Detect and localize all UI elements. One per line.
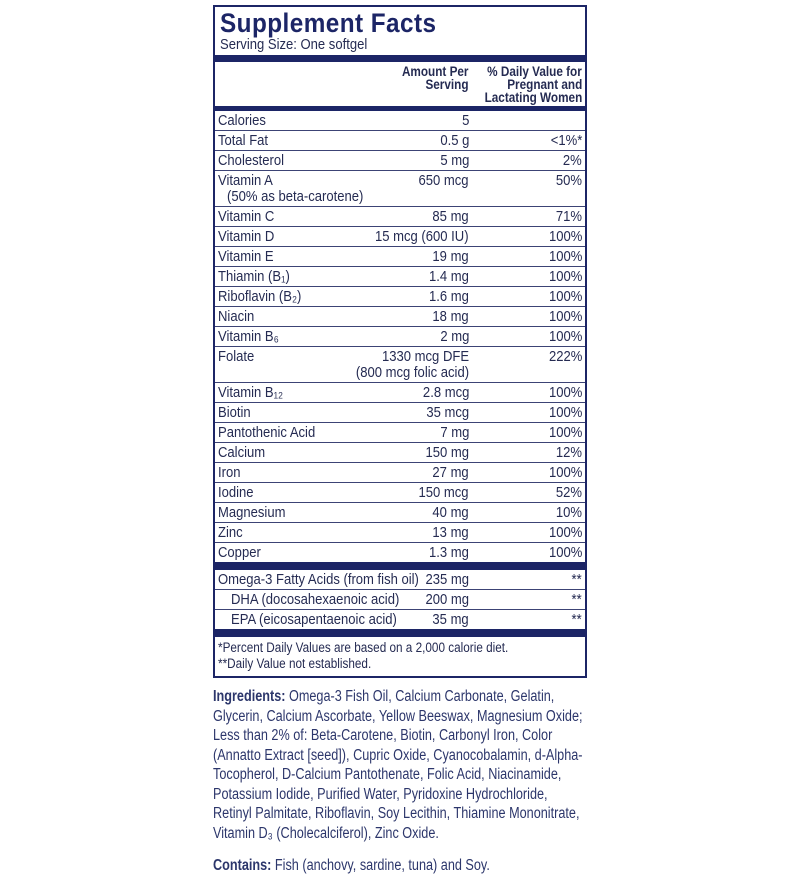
nutrient-amount: 1.4 mg [429,267,469,285]
nutrient-dv: 10% [555,503,582,521]
nutrient-amount: 27 mg [432,463,469,481]
nutrient-amount: 19 mg [432,247,469,265]
nutrient-row [215,326,585,346]
footnotes [215,637,585,676]
nutrient-dv: 100% [548,307,582,325]
nutrient-dv: 71% [555,207,582,225]
nutrient-dv: 100% [548,267,582,285]
nutrient-amount: 2.8 mcg [422,383,469,401]
nutrient-row [215,442,585,462]
nutrient-name: Riboflavin (B₂) [218,287,302,305]
nutrient-name: EPA (eicosapentaenoic acid) [231,610,397,628]
ingredients-paragraph [213,687,587,843]
nutrient-name: Total Fat [218,131,269,149]
nutrient-amount: 0.5 g [439,131,469,149]
nutrient-row [215,346,585,382]
contains-text: Fish (anchovy, sardine, tuna) and Soy. [274,857,490,874]
nutrient-dv: 100% [548,383,582,401]
nutrient-dv: ** [571,590,582,608]
nutrient-name: Vitamin D [218,227,275,245]
nutrient-subnote: (800 mcg folic acid) [355,363,469,381]
nutrient-row [215,246,585,266]
nutrient-dv: ** [571,610,582,628]
nutrient-row [215,130,585,150]
nutrient-amount: 150 mcg [418,483,469,501]
column-headers [215,62,585,106]
nutrient-amount: 150 mg [425,443,469,461]
nutrient-subnote: (50% as beta-carotene) [227,187,364,205]
panel-title-text: Supplement Facts [220,8,437,38]
nutrient-name: Iron [218,463,241,481]
nutrient-dv: <1%* [550,131,582,149]
contains-paragraph [213,856,587,876]
label-content [213,5,587,876]
nutrient-name: Biotin [218,403,251,421]
nutrient-dv: 100% [548,403,582,421]
nutrient-name: Omega-3 Fatty Acids (from fish oil) [218,570,419,588]
nutrient-row [215,589,585,609]
ingredients-text: Omega-3 Fish Oil, Calcium Carbonate, Gelatin, Glycerin, Calcium Ascorbate, Yellow Beeswax, Magnesium Oxide; Less than 2% of: Beta-Carotene, Biotin, Carbonyl Iron, Color (Annatto Extract [seed]), Cupric Oxide, Cyanocobalamin, d-Alpha-Tocopherol, D-Calcium Pantothenate, Folic Acid, Niacinamide, Potassium Iodide, Purified Water, Pyridoxine Hydrochloride, Retinyl Palmitate, Riboflavin, Soy Lecithin, Thiamine Mononitrate, Vitamin D₃ (Cholecalciferol), Zinc Oxide. [213,688,583,842]
nutrient-dv: 100% [548,523,582,541]
omega-section-rows [215,570,585,629]
nutrient-name: Vitamin A [218,171,273,189]
contains-label: Contains: [213,857,272,874]
nutrient-amount: 35 mg [432,610,469,628]
nutrient-row [215,422,585,442]
nutrient-row [215,306,585,326]
dv-column-header: % Daily Value for Pregnant and Lactating Women [484,64,582,105]
nutrient-name: Thiamin (B₁) [218,267,290,285]
nutrient-row [215,170,585,206]
nutrient-amount: 1.6 mg [429,287,469,305]
nutrient-dv: 100% [548,227,582,245]
ingredients-label: Ingredients: [213,688,286,705]
nutrient-row [215,382,585,402]
nutrient-amount: 1.3 mg [429,543,469,561]
nutrient-row [215,522,585,542]
nutrient-name: Vitamin B₁₂ [218,383,284,401]
nutrient-row [215,570,585,589]
footnote-divider-bar [215,629,585,637]
nutrient-amount: 85 mg [432,207,469,225]
nutrient-row [215,502,585,522]
omega-section-divider-bar [215,562,585,570]
nutrient-name: Pantothenic Acid [218,423,316,441]
nutrient-name: Calories [218,111,266,129]
nutrient-amount: 200 mg [425,590,469,608]
nutrient-amount: 1330 mcg DFE [381,347,469,365]
nutrient-row [215,226,585,246]
serving-size: Serving Size: One softgel [220,36,368,53]
nutrient-name: Vitamin B₆ [218,327,279,345]
nutrient-amount: 5 [461,111,469,129]
nutrient-name: Cholesterol [218,151,285,169]
nutrient-amount: 15 mcg (600 IU) [375,227,469,245]
nutrient-dv: 100% [548,247,582,265]
nutrient-amount: 7 mg [439,423,469,441]
nutrient-name: Copper [218,543,261,561]
amount-column-header: Amount Per Serving [402,64,469,92]
nutrient-name: DHA (docosahexaenoic acid) [231,590,400,608]
nutrient-amount: 13 mg [432,523,469,541]
nutrient-row [215,266,585,286]
nutrient-dv: 222% [548,347,582,365]
nutrient-row [215,542,585,562]
nutrient-amount: 35 mcg [426,403,469,421]
panel-title [220,10,580,36]
nutrient-row [215,206,585,226]
footnote-not-established: **Daily Value not established. [218,655,372,671]
nutrient-row [215,462,585,482]
footnote-daily-value: *Percent Daily Values are based on a 2,000 calorie diet. [218,640,509,655]
nutrient-name: Magnesium [218,503,286,521]
nutrient-name: Vitamin E [218,247,274,265]
nutrient-dv: ** [571,570,582,588]
nutrient-name: Calcium [218,443,266,461]
nutrient-row [215,150,585,170]
nutrient-row [215,286,585,306]
nutrient-dv: 2% [563,151,582,169]
nutrient-rows [215,111,585,562]
panel-header [215,7,585,55]
nutrient-name: Zinc [218,523,243,541]
nutrient-name: Niacin [218,307,255,325]
nutrient-amount: 650 mcg [418,171,469,189]
nutrient-row [215,402,585,422]
nutrient-amount: 18 mg [432,307,469,325]
nutrient-dv: 100% [548,463,582,481]
supplement-facts-panel [213,5,587,678]
supplement-text-block [213,687,587,876]
nutrient-dv: 100% [548,287,582,305]
nutrient-name: Vitamin C [218,207,275,225]
nutrient-amount: 40 mg [432,503,469,521]
nutrient-dv: 100% [548,327,582,345]
nutrient-row [215,111,585,130]
header-divider-bar [215,55,585,62]
nutrient-amount: 2 mg [439,327,469,345]
nutrient-dv: 100% [548,423,582,441]
nutrient-dv: 50% [555,171,582,189]
nutrient-amount: 235 mg [425,570,469,588]
nutrient-name: Folate [218,347,255,365]
nutrient-row [215,609,585,629]
nutrient-dv: 100% [548,543,582,561]
nutrient-dv: 12% [555,443,582,461]
nutrient-row [215,482,585,502]
nutrient-amount: 5 mg [439,151,469,169]
nutrient-name: Iodine [218,483,254,501]
nutrient-dv: 52% [555,483,582,501]
